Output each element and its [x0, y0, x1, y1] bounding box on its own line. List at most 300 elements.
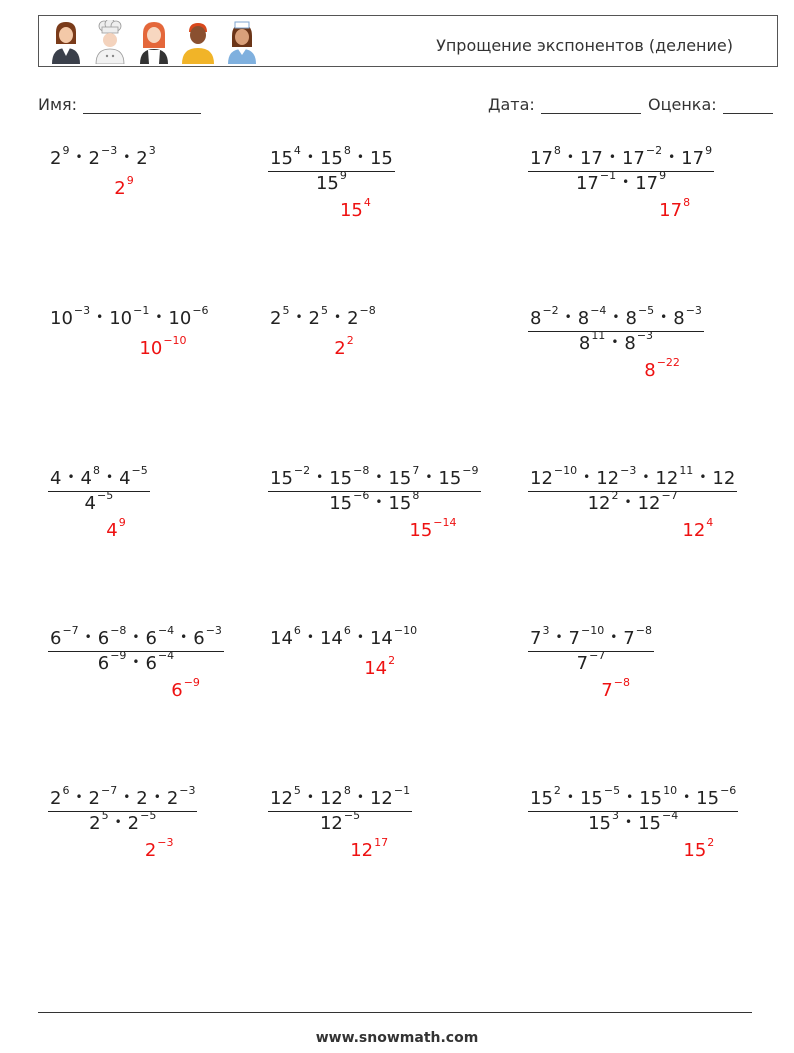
fraction-bar [48, 811, 197, 812]
power-term [119, 464, 148, 489]
power-term [637, 489, 678, 514]
power-term [319, 784, 351, 809]
power-term [166, 784, 196, 809]
term-base: 10 [50, 308, 73, 329]
power-term [315, 169, 347, 194]
multiply-dot: • [425, 470, 433, 484]
term-exponent: 8 [412, 489, 420, 502]
term-exponent: 5 [101, 809, 109, 822]
fraction [528, 144, 714, 194]
answer-base: 12 [682, 520, 706, 541]
answer [114, 174, 134, 199]
term-base: 2 [88, 788, 100, 809]
multiply-dot: • [566, 790, 574, 804]
term-base: 15 [369, 148, 393, 169]
power-term [438, 464, 479, 489]
power-term [50, 144, 70, 169]
power-term [347, 304, 376, 329]
answer-base: 15 [409, 520, 433, 541]
term-exponent: −8 [359, 304, 376, 317]
term-base: 2 [50, 788, 62, 809]
answer-exponent: 9 [126, 174, 134, 187]
term-base: 2 [136, 148, 148, 169]
grade-label: Оценка: [648, 95, 717, 114]
fraction [268, 784, 412, 834]
answer-exponent: −10 [163, 334, 187, 347]
multiply-dot: • [75, 150, 83, 164]
term-base: 17 [579, 148, 603, 169]
power-term [655, 464, 694, 489]
multiply-dot: • [132, 630, 140, 644]
term-base: 15 [388, 468, 412, 489]
answer-exponent: 17 [374, 836, 389, 849]
term-base: 8 [625, 308, 637, 329]
answer [601, 676, 630, 701]
waitress-avatar-icon [135, 20, 173, 64]
term-base: 15 [388, 493, 412, 514]
multiply-dot: • [612, 310, 620, 324]
term-base: 15 [270, 468, 293, 489]
term-base: 6 [97, 628, 110, 649]
power-term [97, 624, 127, 649]
power-term [50, 468, 61, 489]
power-term [270, 144, 301, 169]
term-base: 2 [88, 148, 100, 169]
multiply-dot: • [375, 470, 383, 484]
power-term [109, 304, 150, 329]
multiply-dot: • [123, 790, 131, 804]
answer-exponent: 4 [363, 196, 371, 209]
answer-exponent: 8 [683, 196, 691, 209]
man-avatar-icon [179, 20, 217, 64]
term-exponent: −9 [110, 649, 127, 662]
problem-expression [528, 304, 704, 354]
problem-expression [528, 144, 714, 194]
term-base: 7 [576, 653, 589, 674]
term-base: 6 [193, 628, 205, 649]
power-term [578, 329, 606, 354]
power-term [270, 624, 301, 649]
term-base: 15 [638, 813, 661, 834]
power-term [621, 144, 663, 169]
term-base: 17 [530, 148, 553, 169]
term-base: 4 [84, 493, 96, 514]
numerator [268, 304, 378, 329]
term-exponent: −9 [462, 464, 479, 477]
numerator [268, 624, 419, 649]
term-exponent: −7 [62, 624, 79, 637]
term-exponent: −5 [603, 784, 621, 797]
answer-exponent: −22 [656, 356, 680, 369]
power-term [673, 304, 702, 329]
term-exponent: 2 [553, 784, 561, 797]
multiply-dot: • [180, 630, 188, 644]
denominator [528, 649, 654, 674]
denominator [528, 809, 738, 834]
answer-exponent: −9 [183, 676, 200, 689]
term-base: 15 [438, 468, 462, 489]
grade-field [648, 95, 773, 114]
power-term [50, 624, 79, 649]
problem-expression [528, 464, 737, 514]
fraction-bar [528, 171, 714, 172]
footer-url: www.snowmath.com [315, 1030, 479, 1046]
numerator [48, 464, 150, 489]
power-term [193, 624, 222, 649]
term-base: 12 [712, 468, 736, 489]
term-base: 6 [97, 653, 110, 674]
term-base: 12 [637, 493, 661, 514]
term-base: 14 [270, 628, 293, 649]
term-exponent: −3 [636, 329, 654, 342]
answer-exponent: 9 [118, 516, 126, 529]
term-exponent: −7 [661, 489, 678, 502]
woman-avatar-icon [47, 20, 85, 64]
power-term [329, 489, 370, 514]
power-term [50, 304, 91, 329]
answer-base: 8 [644, 360, 656, 381]
multiply-dot: • [123, 150, 131, 164]
term-base: 4 [50, 468, 62, 489]
problem-expression [268, 784, 412, 834]
term-base: 6 [145, 628, 157, 649]
multiply-dot: • [555, 630, 563, 644]
term-exponent: 11 [591, 329, 606, 342]
name-label: Имя: [38, 95, 78, 114]
numerator [48, 784, 197, 809]
power-term [270, 784, 301, 809]
term-exponent: −3 [179, 784, 196, 797]
answer-base: 15 [339, 200, 363, 221]
term-base: 12 [319, 788, 343, 809]
answer [144, 836, 174, 861]
fraction [268, 464, 481, 514]
answer-exponent: −3 [157, 836, 174, 849]
power-term [145, 624, 175, 649]
answer-exponent: 2 [707, 836, 715, 849]
power-term [530, 784, 561, 809]
multiply-dot: • [316, 470, 324, 484]
power-term [530, 304, 559, 329]
fraction [268, 144, 395, 194]
problem-expression [528, 624, 654, 674]
multiply-dot: • [306, 150, 314, 164]
term-base: 2 [50, 148, 62, 169]
power-term [88, 144, 118, 169]
power-term [319, 809, 361, 834]
name-field [38, 95, 201, 114]
multiply-dot: • [105, 470, 114, 484]
term-exponent: −8 [353, 464, 370, 477]
numerator [268, 144, 395, 169]
term-exponent: −4 [157, 649, 175, 662]
term-exponent: 11 [679, 464, 694, 477]
answer-exponent: 4 [706, 516, 714, 529]
answer-base: 14 [364, 658, 388, 679]
answer [364, 654, 396, 679]
term-base: 15 [315, 173, 339, 194]
multiply-dot: • [153, 790, 161, 804]
multiply-dot: • [375, 495, 383, 509]
power-term [588, 809, 619, 834]
problem-expression [48, 624, 224, 674]
term-base: 15 [530, 788, 553, 809]
term-base: 15 [639, 788, 663, 809]
term-base: 8 [577, 308, 590, 329]
term-base: 2 [270, 308, 282, 329]
power-term [50, 784, 70, 809]
power-term [638, 809, 679, 834]
answer-base: 2 [144, 840, 157, 861]
term-exponent: 5 [282, 304, 290, 317]
power-term [388, 489, 420, 514]
power-term [97, 649, 127, 674]
multiply-dot: • [306, 630, 314, 644]
power-term [80, 464, 100, 489]
term-exponent: −4 [157, 624, 175, 637]
term-base: 2 [347, 308, 359, 329]
denominator [528, 329, 704, 354]
power-term [270, 464, 311, 489]
answer-base: 17 [659, 200, 683, 221]
term-exponent: −10 [553, 464, 578, 477]
multiply-dot: • [564, 310, 572, 324]
power-term [568, 624, 605, 649]
term-base: 12 [319, 813, 343, 834]
fraction-bar [48, 651, 224, 652]
term-base: 8 [530, 308, 542, 329]
term-exponent: −7 [589, 649, 606, 662]
term-exponent: 3 [542, 624, 550, 637]
multiply-dot: • [583, 470, 591, 484]
term-base: 6 [145, 653, 157, 674]
multiply-dot: • [356, 630, 364, 644]
term-base: 8 [578, 333, 591, 354]
term-exponent: 6 [293, 624, 301, 637]
power-term [88, 784, 118, 809]
term-exponent: −1 [133, 304, 150, 317]
term-base: 12 [596, 468, 620, 489]
footer-divider [38, 1012, 752, 1013]
term-exponent: −1 [393, 784, 411, 797]
answer [139, 334, 187, 359]
term-base: 15 [579, 788, 603, 809]
power-term [696, 784, 737, 809]
term-base: 12 [369, 788, 393, 809]
term-base: 15 [329, 468, 353, 489]
fraction [48, 464, 150, 514]
power-term [596, 464, 637, 489]
numerator [268, 464, 481, 489]
multiply-dot: • [660, 310, 668, 324]
numerator [528, 304, 704, 329]
multiply-dot: • [132, 655, 140, 669]
term-base: 12 [530, 468, 553, 489]
term-exponent: −3 [205, 624, 222, 637]
term-exponent: 9 [705, 144, 713, 157]
answer [683, 836, 715, 861]
date-label: Дата: [488, 95, 535, 114]
term-exponent: −3 [685, 304, 702, 317]
power-term [635, 169, 667, 194]
term-base: 10 [168, 308, 192, 329]
denominator [48, 809, 197, 834]
fraction [528, 464, 737, 514]
multiply-dot: • [295, 310, 303, 324]
power-term [168, 304, 209, 329]
answer-base: 15 [683, 840, 707, 861]
power-term [575, 169, 617, 194]
term-exponent: 3 [612, 809, 619, 822]
multiply-dot: • [356, 150, 364, 164]
multiply-dot: • [84, 630, 92, 644]
term-base: 15 [696, 788, 720, 809]
numerator [528, 624, 654, 649]
power-term [681, 144, 713, 169]
fraction-bar [268, 491, 481, 492]
problem-expression [268, 624, 419, 649]
problem-expression [48, 464, 150, 514]
multiply-dot: • [306, 790, 314, 804]
term-exponent: −5 [96, 489, 114, 502]
power-term [580, 148, 603, 169]
worksheet-title: Упрощение экспонентов (деление) [436, 36, 733, 55]
multiply-dot: • [155, 310, 163, 324]
date-blank[interactable] [541, 97, 641, 114]
numerator [48, 144, 158, 169]
term-exponent: −5 [637, 304, 655, 317]
term-exponent: 8 [553, 144, 561, 157]
numerator [48, 304, 211, 329]
term-exponent: 9 [62, 144, 70, 157]
term-exponent: −5 [343, 809, 361, 822]
answer-exponent: −8 [613, 676, 630, 689]
term-exponent: −2 [645, 144, 663, 157]
multiply-dot: • [75, 790, 83, 804]
term-exponent: −5 [131, 464, 148, 477]
term-exponent: −3 [100, 144, 118, 157]
multiply-dot: • [566, 150, 574, 164]
fraction [48, 784, 197, 834]
term-base: 17 [681, 148, 705, 169]
numerator [48, 624, 224, 649]
power-term [369, 624, 418, 649]
term-exponent: −2 [542, 304, 559, 317]
problem-expression [268, 464, 481, 514]
multiply-dot: • [610, 630, 618, 644]
term-base: 7 [623, 628, 635, 649]
term-base: 12 [587, 493, 611, 514]
denominator [48, 489, 150, 514]
chef-avatar-icon [91, 20, 129, 64]
term-exponent: 8 [92, 464, 100, 477]
multiply-dot: • [608, 150, 616, 164]
worksheet-header [38, 15, 778, 67]
power-term [319, 624, 351, 649]
power-term [624, 329, 654, 354]
term-exponent: −4 [661, 809, 679, 822]
term-exponent: −10 [580, 624, 605, 637]
multiply-dot: • [67, 470, 75, 484]
term-base: 2 [136, 788, 148, 809]
fraction-bar [528, 811, 738, 812]
fraction [48, 624, 224, 674]
term-base: 6 [50, 628, 62, 649]
term-exponent: −6 [192, 304, 209, 317]
denominator [528, 169, 714, 194]
power-term [530, 144, 561, 169]
term-base: 17 [621, 148, 645, 169]
multiply-dot: • [356, 790, 364, 804]
answer-exponent: 2 [346, 334, 354, 347]
power-term [577, 304, 607, 329]
fraction-bar [528, 491, 737, 492]
term-base: 17 [635, 173, 659, 194]
term-exponent: −7 [100, 784, 118, 797]
answer [171, 676, 200, 701]
power-term [712, 468, 735, 489]
power-term [270, 304, 290, 329]
numerator [528, 784, 738, 809]
answer [106, 516, 126, 541]
term-exponent: 6 [343, 624, 351, 637]
avatar-row [47, 20, 261, 64]
term-base: 8 [624, 333, 636, 354]
answer-base: 4 [106, 520, 118, 541]
term-base: 2 [127, 813, 140, 834]
fraction [528, 624, 654, 674]
nurse-avatar-icon [223, 20, 261, 64]
multiply-dot: • [626, 790, 634, 804]
term-exponent: 8 [343, 144, 351, 157]
answer-exponent: 2 [388, 654, 396, 667]
power-term [388, 464, 420, 489]
name-blank[interactable] [83, 97, 201, 114]
term-base: 15 [329, 493, 353, 514]
term-exponent: −3 [73, 304, 91, 317]
power-term [136, 144, 156, 169]
fraction-bar [528, 331, 704, 332]
power-term [89, 809, 109, 834]
fraction-bar [268, 811, 412, 812]
answer [644, 356, 680, 381]
term-base: 4 [80, 468, 92, 489]
date-field [488, 95, 641, 114]
answer-base: 2 [334, 338, 346, 359]
answer [682, 516, 714, 541]
answer-base: 12 [350, 840, 374, 861]
multiply-dot: • [625, 815, 633, 829]
term-exponent: 8 [343, 784, 351, 797]
grade-blank[interactable] [723, 97, 773, 114]
power-term [329, 464, 370, 489]
term-base: 15 [588, 813, 611, 834]
power-term [530, 624, 550, 649]
multiply-dot: • [642, 470, 650, 484]
denominator [268, 809, 412, 834]
answer-base: 7 [601, 680, 613, 701]
power-term [127, 809, 157, 834]
power-term [136, 788, 147, 809]
term-base: 2 [308, 308, 320, 329]
term-base: 15 [319, 148, 343, 169]
power-term [639, 784, 678, 809]
problem-expression [268, 144, 395, 194]
term-base: 12 [270, 788, 293, 809]
answer [334, 334, 354, 359]
term-exponent: −1 [599, 169, 617, 182]
denominator [48, 649, 224, 674]
